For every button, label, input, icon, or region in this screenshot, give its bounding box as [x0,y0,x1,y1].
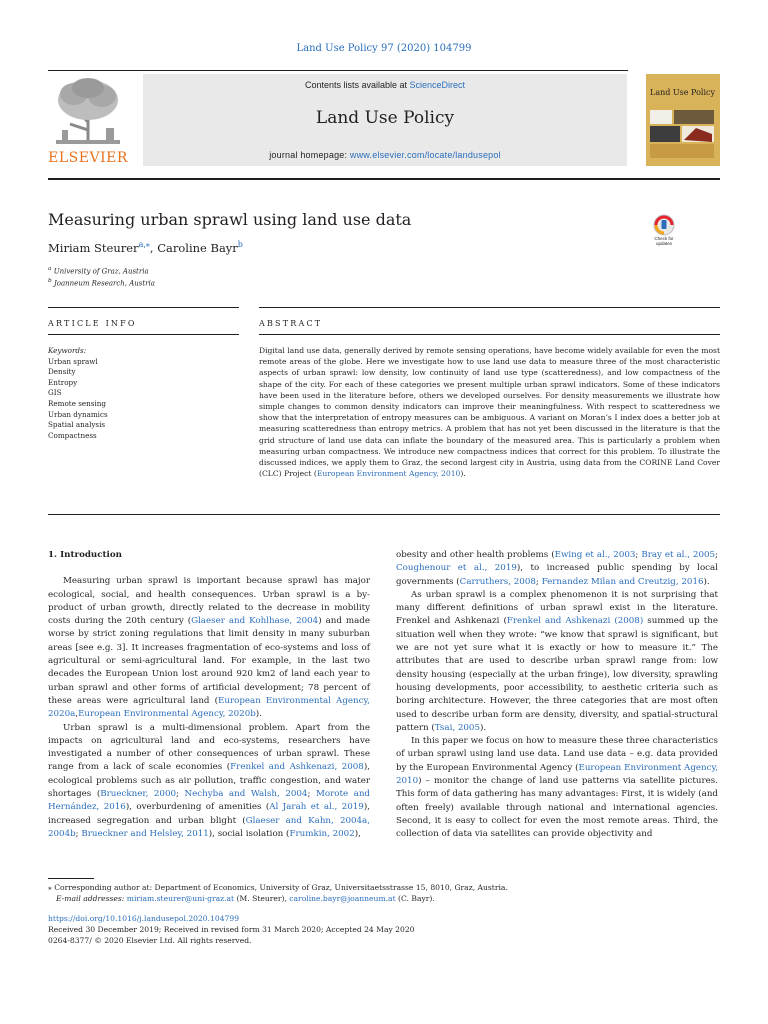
journal-masthead [143,74,627,166]
text-run: (M. Steurer), [234,894,290,904]
masthead-rule [48,178,720,180]
author-affiliation-marker[interactable]: a,⁎ [138,240,150,249]
text-run: ). [703,576,710,587]
text-run: As urban sprawl is a complex phenomenon it is not surprising that many different definitions of urban sprawl exist in the literature. Frenkel and Ashkenazi ( [396,589,718,627]
text-run: ; [75,828,82,839]
author-list [48,240,243,255]
contents-line [143,80,627,90]
corresponding-marker: ⁎ [48,883,52,892]
text-run: ), ecological problems such as air pollution, traffic congestion, and water shortages ( [48,762,370,800]
header-rule [48,70,628,71]
homepage-prefix: journal homepage: [269,150,350,160]
text-run: ; [715,550,718,560]
author-affiliation-marker[interactable]: b [237,240,243,249]
divider [48,334,239,335]
citation-link[interactable]: Frenkel and Ashkenazi, 2008 [230,762,364,773]
abstract-bottom-rule [48,514,720,515]
citation-link[interactable]: Frumkin, 2002 [289,828,355,839]
corresponding-author-note [48,882,720,893]
text-run: ; [535,576,542,587]
check-for-updates-badge[interactable] [646,213,682,253]
text-run: In this paper we focus on how to measure these three characteristics of urban sprawl using land use data. Land use data – e.g. data provided by the European Environmental Agency ( [396,736,718,773]
citation-link[interactable]: Glaeser and Kohlhase, 2004 [191,616,319,627]
citation-link[interactable]: Al Jarah et al., 2019 [269,802,364,813]
keyword-item: Entropy [48,377,78,387]
publication-info [48,913,720,947]
text-run: obesity and other health problems ( [396,550,555,560]
citation-link[interactable]: Bray et al., 2005 [641,550,716,560]
citation-link[interactable]: Brueckner, 2000 [100,789,177,800]
divider [259,307,720,308]
text-run: ), increased segregation and urban blight ( [48,802,370,826]
text-run: ) – monitor the change of land use patterns via satellite pictures. This form of data gathering has many advantages: First, it is widely (and often freely) available through national and international agencies. Second, it is easy to collect for even the most remote areas. Third, the collection of data via satellites can provide objectivity and [396,776,718,840]
citation-link[interactable]: Frenkel and Ashkenazi (2008) [506,616,644,627]
paragraph [48,575,370,721]
text-run: (C. Bayr). [395,894,435,904]
text-run: ), social isolation ( [208,828,290,839]
abstract-text [259,345,720,479]
text-run: , [75,709,79,720]
check-updates-label: Check for updates [654,236,674,246]
abstract-body: Digital land use data, generally derived by remote sensing operations, have become widely available for even the most remote areas of the globe. Here we investigate how to use land use data to measure three of the most characteristic aspects of urban sprawl: low density, low continuity of land use type (scatteredness), and low compactness of the shape of the city. For each of these categories we present multiple urban sprawl indicators. Some of these indicators have been used in the literature before, others we developed ourselves. For density measurements we illustrate how simple changes to common density indicators can improve their meaningfulness. With respect to scatteredness we show that the interpretation of entropy measures can be ambiguous. A variant on Moran’s I index does a better job at measuring scatteredness than entropy metrics. A problem that has not yet been discussed in the literature is that the grid structure of land use data can inflate the boundary of the measured area. This is particularly a problem when measuring urban compactness. We introduce new compactness indices that correct for this problem. To illustrate the discussed indices, we apply them to Graz, the second largest city in Austria, using data from the CORINE Land Cover (CLC) Project ( [259,346,720,479]
journal-cover-thumbnail[interactable] [646,74,720,166]
citation-link[interactable]: Nechyba and Walsh, 2004 [184,789,308,800]
doi-link[interactable]: https://doi.org/10.1016/j.landusepol.2020.104799 [48,914,240,923]
affiliation-marker: a [48,266,52,272]
text-run: ; [307,789,316,800]
keyword-item: Spatial analysis [48,420,106,430]
article-title: Measuring urban sprawl using land use data [48,210,412,229]
cover-image-icon [650,104,716,160]
affiliation-b [48,278,155,287]
affiliation-a [48,266,149,275]
keyword-item: Urban sprawl [48,356,98,366]
keywords-block [48,346,238,441]
homepage-link[interactable]: www.elsevier.com/locate/landusepol [349,150,501,160]
affiliation-text: University of Graz, Austria [51,267,149,276]
citation-link[interactable]: Morote and Hernández, 2016 [48,789,370,813]
affiliation-marker: b [48,278,52,284]
citation-link[interactable]: Ewing et al., 2003 [554,550,636,560]
keyword-item: Urban dynamics [48,409,108,419]
citation-link[interactable]: European Environment Agency, 2010 [396,762,718,787]
section-title: 1. Introduction [48,550,122,560]
body-column-right [396,549,718,842]
citation-link[interactable]: Tsai, 2005 [434,722,480,733]
email-link[interactable]: caroline.bayr@joanneum.at [289,894,396,904]
journal-citation[interactable]: Land Use Policy 97 (2020) 104799 [296,43,472,54]
keyword-item: Remote sensing [48,398,107,408]
text-run: ; [635,550,642,560]
affiliation-text: Joanneum Research, Austria [51,279,155,288]
text-run: Measuring urban sprawl is important because sprawl has major ecological, social, and health consequences. Urban sprawl is a by-product of urban growth, directly related to the decrease in mobility costs during the 20th century ( [48,576,370,627]
citation-link[interactable]: European Environmental Agency, 2020b [78,709,256,720]
footnotes [48,882,720,904]
divider [48,307,239,308]
text-run: ) and made worse by strict zoning regulations that limit density in many suburban areas [see e.g. 3]. It increases fragmentation of eco-systems and loss of agricultural or semi-agricultural land. For example, in the last two decades the European Union lost around 920 km2 of land each year to urban sprawl and other forms of artificial development; 78 percent of these areas were agricultural land ( [48,616,370,706]
paragraph [396,549,718,589]
author-name[interactable]: Caroline Bayr [157,240,238,255]
keywords-label: Keywords: [48,346,87,355]
keyword-item: Compactness [48,430,97,440]
homepage-line [143,150,627,160]
body-column-left [48,547,370,841]
citation-link[interactable]: Carruthers, 2008 [459,576,536,587]
copyright: 0264-8377/ © 2020 Elsevier Ltd. All rights reserved. [48,936,252,946]
abstract-end: ). [460,469,466,479]
text-run: ), [354,828,361,839]
received-dates: Received 30 December 2019; Received in revised form 31 March 2020; Accepted 24 May 2020 [48,925,415,935]
abstract-heading: ABSTRACT [259,319,323,328]
keyword-item: GIS [48,388,62,398]
paragraph [396,589,718,735]
text-run: ). [255,709,262,720]
citation-link[interactable]: European Environment Agency, 2010 [316,469,461,479]
text-run: ), to increased public spending by local governments ( [396,563,718,587]
footnote-rule [48,878,94,879]
text-run: ), overburdening of amenities ( [125,802,270,813]
cover-title: Land Use Policy [650,88,716,97]
citation-link[interactable]: Fernandez Milan and Creutzig, 2016 [541,576,704,587]
citation-link[interactable]: Brueckner and Helsley, 2011 [81,828,209,839]
divider [259,334,720,335]
email-link[interactable]: miriam.steurer@uni-graz.at [126,894,235,904]
article-info-heading: ARTICLE INFO [48,319,137,328]
email-note [48,893,720,904]
text-run: summed up the situation well when they wrote: “we know that sprawl is significant, but we are not yet sure what it is exactly or how to measure it.” The attributes that are used to describe urban sprawl range from: low density housing (especially at the urban fringe), low diversity, sprawling housing developments, poor accessibility, to aesthetic criteria such as boring architecture. However, the three categories that are most often used to describe urban form are density, diversity, and spatial-structural pattern ( [396,616,718,733]
text-run: ). [479,722,487,733]
journal-title: Land Use Policy [315,108,455,128]
email-label: E-mail addresses: [56,894,125,904]
author-separator: , [149,240,158,255]
text-run: Urban sprawl is a multi-dimensional problem. Apart from the impacts on agricultural land and eco-systems, researchers have investigated a number of other consequences of urban sprawl. These range from a lack of scale economies ( [48,722,370,773]
author-name[interactable]: Miriam Steurer [48,240,139,255]
paragraph [48,722,370,842]
text-run: ; [176,789,185,800]
citation-link[interactable]: Glaeser and Kahn, 2004a, 2004b [48,815,370,839]
keyword-item: Density [48,367,76,377]
citation-link[interactable]: Coughenour et al., 2019 [396,563,517,574]
text-run: Corresponding author at: Department of Economics, University of Graz, Universitaetsstrasse 15, 8010, Graz, Austria. [51,883,508,892]
paragraph [396,735,718,841]
citation-link[interactable]: European Environmental Agency, 2020a [48,695,371,720]
contents-prefix: Contents lists available at [304,80,410,90]
publisher-name[interactable]: ELSEVIER [48,150,128,166]
sciencedirect-link[interactable]: ScienceDirect [409,80,466,90]
